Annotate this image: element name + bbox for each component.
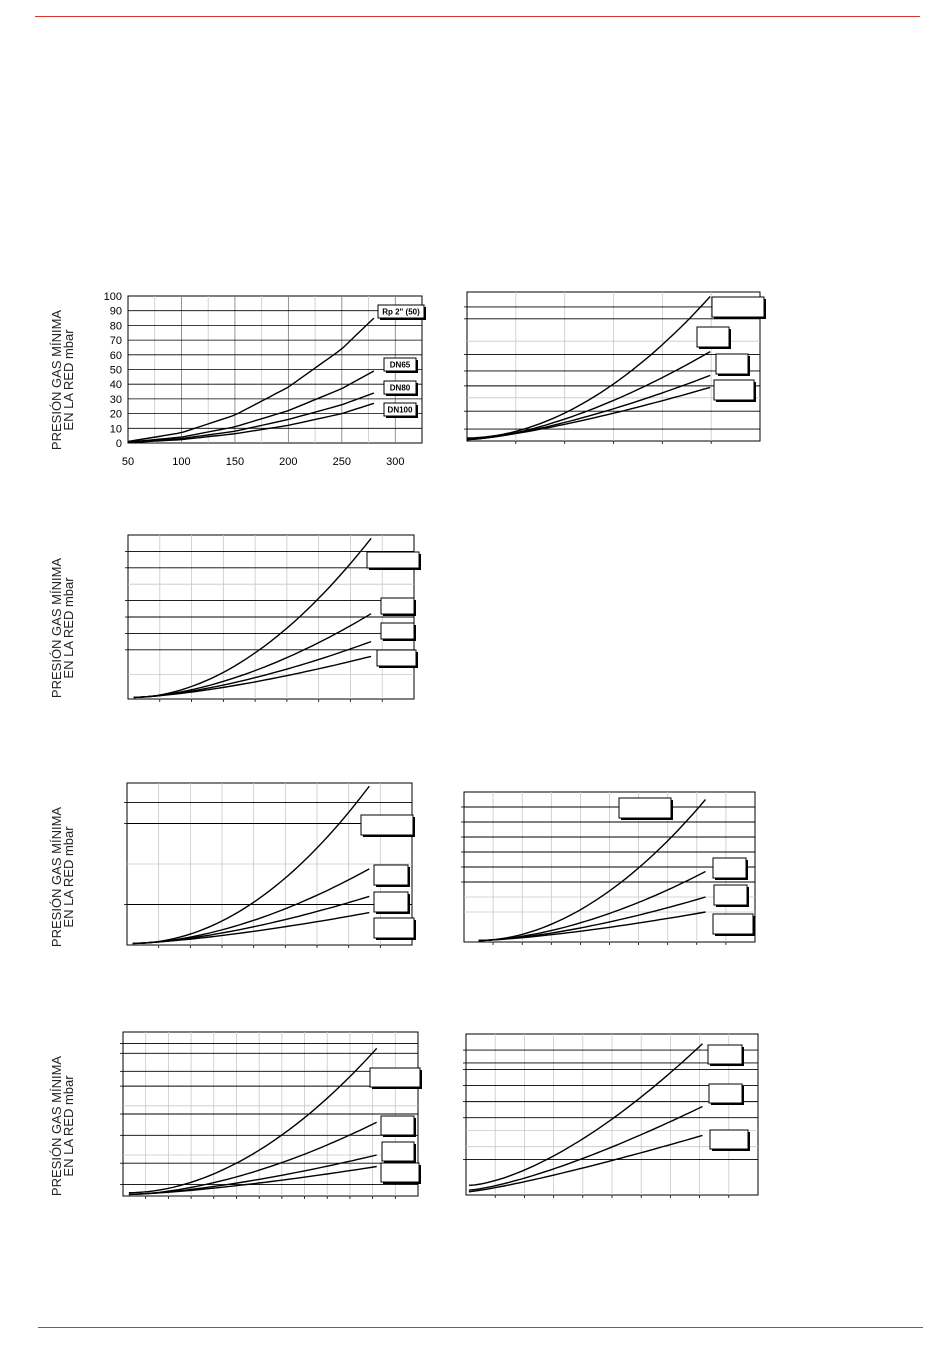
y-tick-label: 30 bbox=[109, 393, 122, 406]
chart-2 bbox=[464, 292, 766, 444]
series-label-box bbox=[361, 815, 413, 835]
x-tick-label: 250 bbox=[332, 456, 351, 468]
x-tick-label: 100 bbox=[172, 456, 191, 468]
y-tick-label: 70 bbox=[109, 335, 122, 348]
chart-3 bbox=[125, 535, 421, 702]
series-label-box bbox=[381, 1116, 414, 1135]
series-label-box bbox=[716, 354, 748, 374]
series-label: DN100 bbox=[387, 405, 413, 415]
ylabel-line1: PRESIÓN GAS MÍNIMA bbox=[49, 309, 64, 451]
y-tick-label: 20 bbox=[109, 408, 122, 421]
ylabel-line2: EN LA RED mbar bbox=[61, 826, 76, 928]
series-label: DN65 bbox=[389, 360, 411, 370]
series-label-box bbox=[381, 1163, 419, 1182]
series-label-box bbox=[713, 858, 746, 878]
series-label-box bbox=[381, 598, 414, 614]
x-tick-label: 200 bbox=[279, 456, 298, 468]
row-label-1 bbox=[49, 310, 76, 450]
chart-4 bbox=[124, 783, 416, 948]
chart-6 bbox=[120, 1032, 422, 1199]
ylabel-line2: EN LA RED mbar bbox=[61, 577, 76, 679]
y-tick-label: 0 bbox=[115, 438, 122, 450]
y-tick-label: 100 bbox=[103, 291, 122, 303]
series-label-box bbox=[367, 552, 419, 568]
y-tick-label: 90 bbox=[109, 305, 122, 318]
series-label-box bbox=[714, 380, 754, 400]
y-tick-label: 80 bbox=[109, 320, 122, 333]
series-label-box bbox=[370, 1068, 420, 1087]
series-label-box bbox=[377, 650, 416, 666]
chart-5 bbox=[461, 792, 755, 945]
series-label-box bbox=[374, 865, 408, 885]
series-label-box bbox=[709, 1084, 742, 1103]
series-label: DN80 bbox=[389, 383, 411, 393]
y-tick-label: 50 bbox=[109, 364, 122, 377]
y-tick-label: 60 bbox=[109, 349, 122, 362]
series-label-box bbox=[712, 297, 764, 317]
series-label-box bbox=[381, 623, 414, 639]
row-label-3 bbox=[49, 807, 76, 947]
series-label-box bbox=[374, 918, 414, 938]
ylabel-line2: EN LA RED mbar bbox=[61, 329, 76, 431]
series-label: Rp 2" (50) bbox=[382, 307, 420, 317]
x-tick-label: 50 bbox=[121, 456, 135, 468]
chart-7 bbox=[463, 1034, 758, 1198]
series-label-box bbox=[374, 892, 408, 912]
series-label-box bbox=[714, 885, 747, 905]
series-label-box bbox=[697, 327, 729, 347]
ylabel-line2: EN LA RED mbar bbox=[61, 1075, 76, 1177]
chart-1 bbox=[104, 291, 426, 468]
y-tick-label: 40 bbox=[109, 379, 122, 392]
series-label-box bbox=[713, 914, 753, 934]
ylabel-line1: PRESIÓN GAS MÍNIMA bbox=[49, 1055, 64, 1197]
series-label-box bbox=[710, 1130, 748, 1149]
row-label-4 bbox=[49, 1056, 76, 1196]
x-tick-label: 300 bbox=[386, 456, 405, 468]
y-tick-label: 10 bbox=[109, 423, 122, 436]
ylabel-line1: PRESIÓN GAS MÍNIMA bbox=[49, 557, 64, 699]
series-label-box bbox=[619, 798, 671, 818]
series-label-box bbox=[708, 1045, 742, 1064]
ylabel-line1: PRESIÓN GAS MÍNIMA bbox=[49, 806, 64, 948]
row-label-2 bbox=[49, 558, 76, 698]
series-label-box bbox=[382, 1142, 414, 1161]
x-tick-label: 150 bbox=[225, 456, 245, 468]
